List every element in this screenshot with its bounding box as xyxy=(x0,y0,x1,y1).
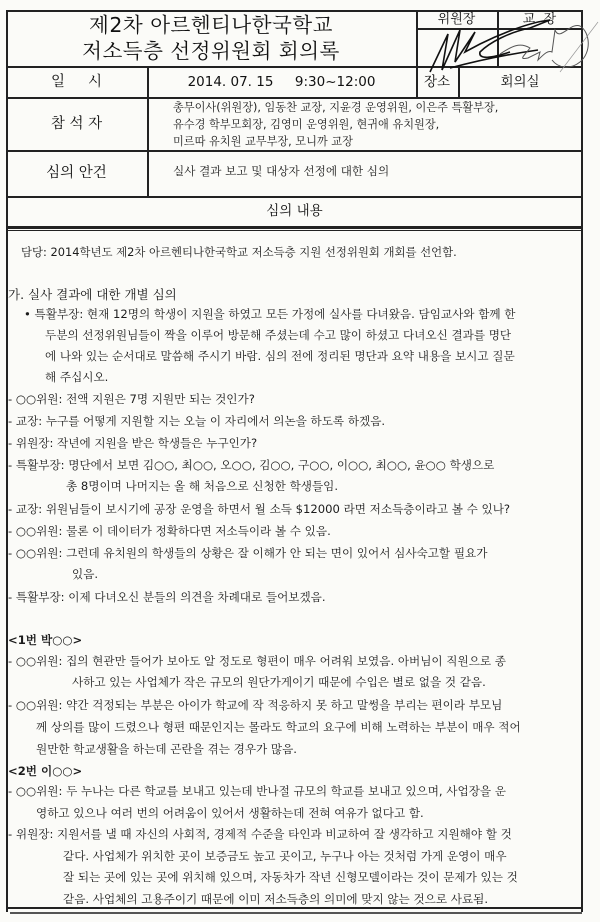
dialogue-line: - 위원장: 작년에 지원을 받은 학생들은 누구인가? xyxy=(8,436,258,450)
attendees-label: 참 석 자 xyxy=(50,116,103,132)
opening-statement: 담당: 2014학년도 제2차 아르헨티나한국학교 저소득층 지원 선정위원회 개회를 선언함. xyxy=(21,245,457,259)
case-line: - ○○위원: 집의 현관만 들어가 보아도 알 정도로 형편이 매우 어려워 보였음. 아버님이 직원으로 종 xyxy=(8,654,506,668)
content-header: 심의 내용 xyxy=(266,203,323,219)
dialogue-line: - ○○위원: 물론 이 데이터가 정확하다면 저소득이라 볼 수 있음. xyxy=(8,524,331,538)
case-line: 같음. 사업체의 고용주이기 때문에 이미 저소득층의 의미에 맞지 않는 것으로 사료됨. xyxy=(63,891,489,906)
table-bottom-shadow xyxy=(10,912,582,914)
date-label: 일 시 xyxy=(50,74,103,90)
dialogue-line: 있음. xyxy=(72,567,99,581)
dialogue-line: - ○○위원: 그런데 유치원의 학생들의 상황은 잘 이해가 안 되는 면이 있어서 심사숙고할 필요가 xyxy=(8,546,488,560)
case-line: 원만한 학교생활을 하는데 곤란을 겪는 경우가 많음. xyxy=(36,742,297,756)
dialogue-line: 총 8명이며 나머지는 올 해 처음으로 신청한 학생들임. xyxy=(66,479,339,493)
dialogue-line: - 특활부장: 이제 다녀오신 분들의 의견을 차례대로 들어보겠음. xyxy=(8,590,326,604)
bullet-line: 에 나와 있는 순서대로 말씀해 주시기 바람. 심의 전에 정리된 명단과 요약 내용을 보시고 질문 xyxy=(45,349,515,363)
attendees-list xyxy=(173,99,573,150)
dialogue-line: - 교장: 누구를 어떻게 지원할 지는 오늘 이 자리에서 의논을 하도록 하겠음. xyxy=(8,414,386,428)
case-line: 사하고 있는 사업체가 작은 규모의 원단가게이기 때문에 수입은 별로 없을 것 같음. xyxy=(72,675,486,689)
row-divider-content-bottom xyxy=(6,230,583,231)
dialogue-line: - ○○위원: 전액 지원은 7명 지원만 되는 것인가? xyxy=(8,392,255,406)
attendees-line: 미르따 유치원 교무부장, 모니까 교장 xyxy=(173,135,353,148)
case-line: 영하고 있으나 여러 번의 어려움이 있어서 생활하는데 전혀 여유가 없다고 함. xyxy=(36,805,424,820)
bullet-line: • 특활부장: 현재 12명의 학생이 지원을 하였고 모든 가정에 실사를 다녀왔음. 담임교사와 함께 한 xyxy=(24,307,516,321)
place-label: 장소 xyxy=(423,74,451,90)
case-heading: <1번 박○○> xyxy=(8,633,83,647)
dialogue-line: - 특활부장: 명단에서 보면 김○○, 최○○, 오○○, 김○○, 구○○, 이○○, 최○○, 윤○○ 학생으로 xyxy=(8,458,495,472)
approval-chair-label: 위원장 xyxy=(437,12,476,27)
case-line: 잘 되는 곳에 있는 곳에 위치해 있으며, 자동차가 작년 신형모델이라는 것이 문제가 있는 것 xyxy=(63,870,518,884)
case-line: - ○○위원: 약간 걱정되는 부분은 아이가 학교에 작 적응하지 못 하고 말썽을 부리는 편이라 부모님 xyxy=(8,698,503,712)
bullet-line: 두분의 선정위원님들이 짝을 이루어 방문해 주셨는데 수고 많이 하셨고 다녀오신 결과를 명단 xyxy=(45,328,512,342)
document-title-line1: 제2차 아르헨티나한국학교 xyxy=(89,13,333,37)
bullet-line: 해 주십시오. xyxy=(45,370,109,384)
case-line: 같다. 사업체가 위치한 곳이 보증금도 높고 곳이고, 누구나 아는 것처럼 가게 운영이 매우 xyxy=(63,848,507,863)
attendees-line: 유수경 학부모회장, 김영미 운영위원, 현귀애 유치원장, xyxy=(173,118,440,131)
place-value: 회의실 xyxy=(500,74,540,90)
agenda-value: 실사 결과 보고 및 대상자 선정에 대한 심의 xyxy=(173,164,390,178)
table-bottom-border xyxy=(6,907,583,909)
section-title: 가. 실사 결과에 대한 개별 심의 xyxy=(8,287,177,302)
document-title-line2: 저소득층 선정위원회 회의록 xyxy=(82,39,340,63)
agenda-label: 심의 안건 xyxy=(46,165,107,181)
attendees-line: 총무이사(위원장), 임동찬 교장, 지윤경 운영위원, 이은주 특활부장, xyxy=(173,101,499,114)
case-heading: <2번 이○○> xyxy=(8,764,83,778)
case-line: - ○○위원: 두 누나는 다른 학교를 보내고 있는데 반나절 규모의 학교를 보내고 있으며, 사업장을 운 xyxy=(8,784,506,798)
case-line: - 위원장: 지원서를 낼 때 자신의 사회적, 경제적 수준을 타인과 비교하여 잘 생각하고 지원해야 할 것 xyxy=(8,827,512,841)
case-line: 께 상의를 많이 드렸으나 형편 때문인지는 몰라도 학교의 요구에 비해 노력하는 부분이 매우 적어 xyxy=(36,720,521,734)
approval-principal-label: 교 장 xyxy=(522,12,557,27)
row-divider-content-top xyxy=(6,226,583,229)
dialogue-line: - 교장: 위원님들이 보시기에 공장 운영을 하면서 월 소득 $12000 라면 저소득층이라고 볼 수 있나? xyxy=(8,502,511,516)
date-value: 2014. 07. 15 9:30~12:00 xyxy=(187,74,376,90)
table-right-border xyxy=(581,10,583,912)
